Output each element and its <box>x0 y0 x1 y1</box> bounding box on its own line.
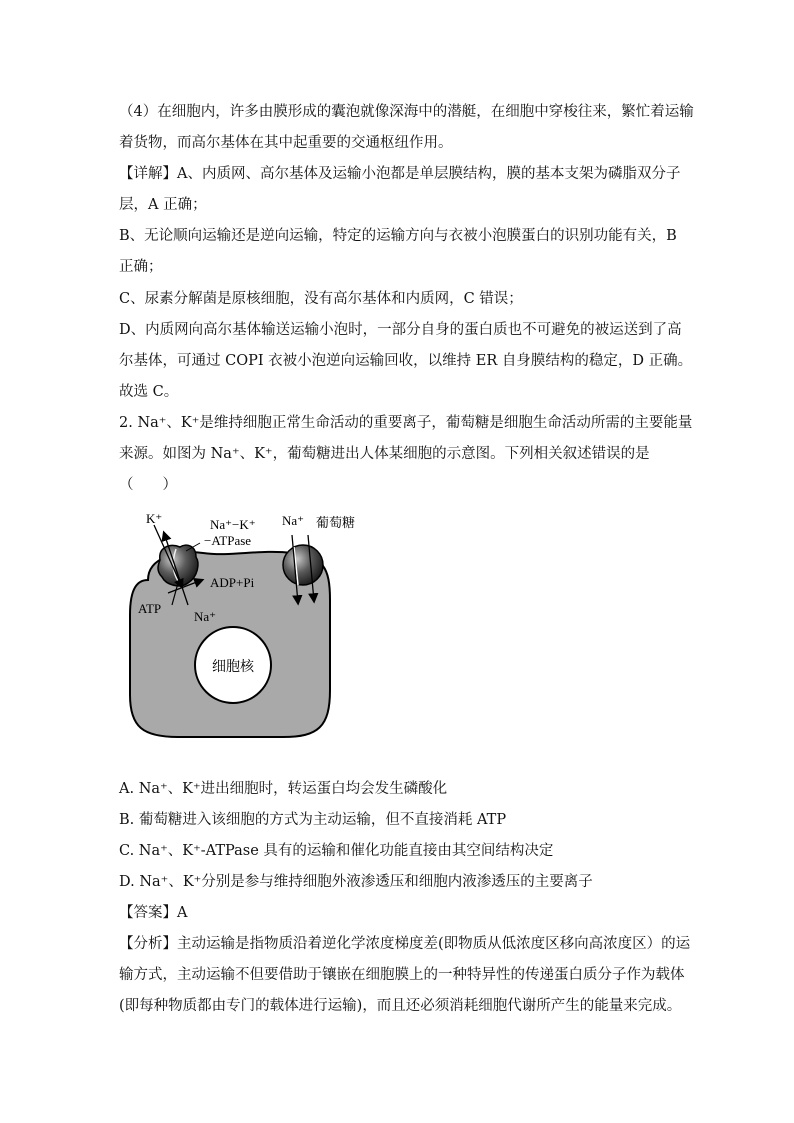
adp-label: ADP+Pi <box>210 575 255 590</box>
analysis-line: 输方式，主动运输不但要借助于镶嵌在细胞膜上的一种特异性的传递蛋白质分子作为载体 <box>119 967 685 983</box>
text-line: （4）在细胞内，许多由膜形成的囊泡就像深海中的潜艇，在细胞中穿梭往来，繁忙着运输 <box>119 104 694 120</box>
text-line: 层，A 正确； <box>119 197 207 213</box>
glucose-carrier-protein <box>283 545 323 585</box>
text-line: 正确； <box>119 259 163 275</box>
cell-diagram <box>118 505 358 760</box>
text-line: 【详解】A、内质网、高尔基体及运输小泡都是单层膜结构，膜的基本支架为磷脂双分子 <box>119 166 681 182</box>
option-b: B. 葡萄糖进入该细胞的方式为主动运输，但不直接消耗 ATP <box>119 812 507 828</box>
question-blank: （ ） <box>119 477 177 493</box>
option-d: D. Na⁺、K⁺分别是参与维持细胞外液渗透压和细胞内液渗透压的主要离子 <box>119 874 593 890</box>
answer: 【答案】A <box>119 905 188 921</box>
analysis-line: 【分析】主动运输是指物质沿着逆化学浓度梯度差(即物质从低浓度区移向高浓度区）的运 <box>119 936 691 952</box>
atp-label: ATP <box>138 601 162 616</box>
k-label: K⁺ <box>146 511 163 526</box>
na-in-label: Na⁺ <box>194 609 217 624</box>
text-line: 故选 C。 <box>119 384 179 400</box>
text-line: 着货物，而高尔基体在其中起重要的交通枢纽作用。 <box>119 135 453 151</box>
pump-label: Na⁺−K⁺ <box>210 517 256 532</box>
question-stem: 来源。如图为 Na⁺、K⁺，葡萄糖进出人体某细胞的示意图。下列相关叙述错误的是 <box>119 446 650 462</box>
option-c: C. Na⁺、K⁺-ATPase 具有的运输和催化功能直接由其空间结构决定 <box>119 843 554 859</box>
glucose-label: 葡萄糖 <box>316 515 356 530</box>
text-line: C、尿素分解菌是原核细胞，没有高尔基体和内质网，C 错误； <box>119 291 523 307</box>
nucleus-label: 细胞核 <box>212 660 254 675</box>
pump-label: −ATPase <box>204 533 252 548</box>
na-k-atpase-protein <box>158 545 198 586</box>
text-line: D、内质网向高尔基体输送运输小泡时，一部分自身的蛋白质也不可避免的被运送到了高 <box>119 322 682 338</box>
text-line: B、无论顺向运输还是逆向运输，特定的运输方向与衣被小泡膜蛋白的识别功能有关，B <box>119 228 677 244</box>
na-top-label: Na⁺ <box>282 513 305 528</box>
text-line: 尔基体，可通过 COPI 衣被小泡逆向运输回收，以维持 ER 自身膜结构的稳定，D 正确。 <box>119 353 693 369</box>
question-stem: 2. Na⁺、K⁺是维持细胞正常生命活动的重要离子，葡萄糖是细胞生命活动所需的主要能量 <box>119 415 693 431</box>
analysis-line: (即每种物质都由专门的载体进行运输)，而且还必须消耗细胞代谢所产生的能量来完成。 <box>119 998 682 1014</box>
option-a: A. Na⁺、K⁺进出细胞时，转运蛋白均会发生磷酸化 <box>119 781 448 797</box>
